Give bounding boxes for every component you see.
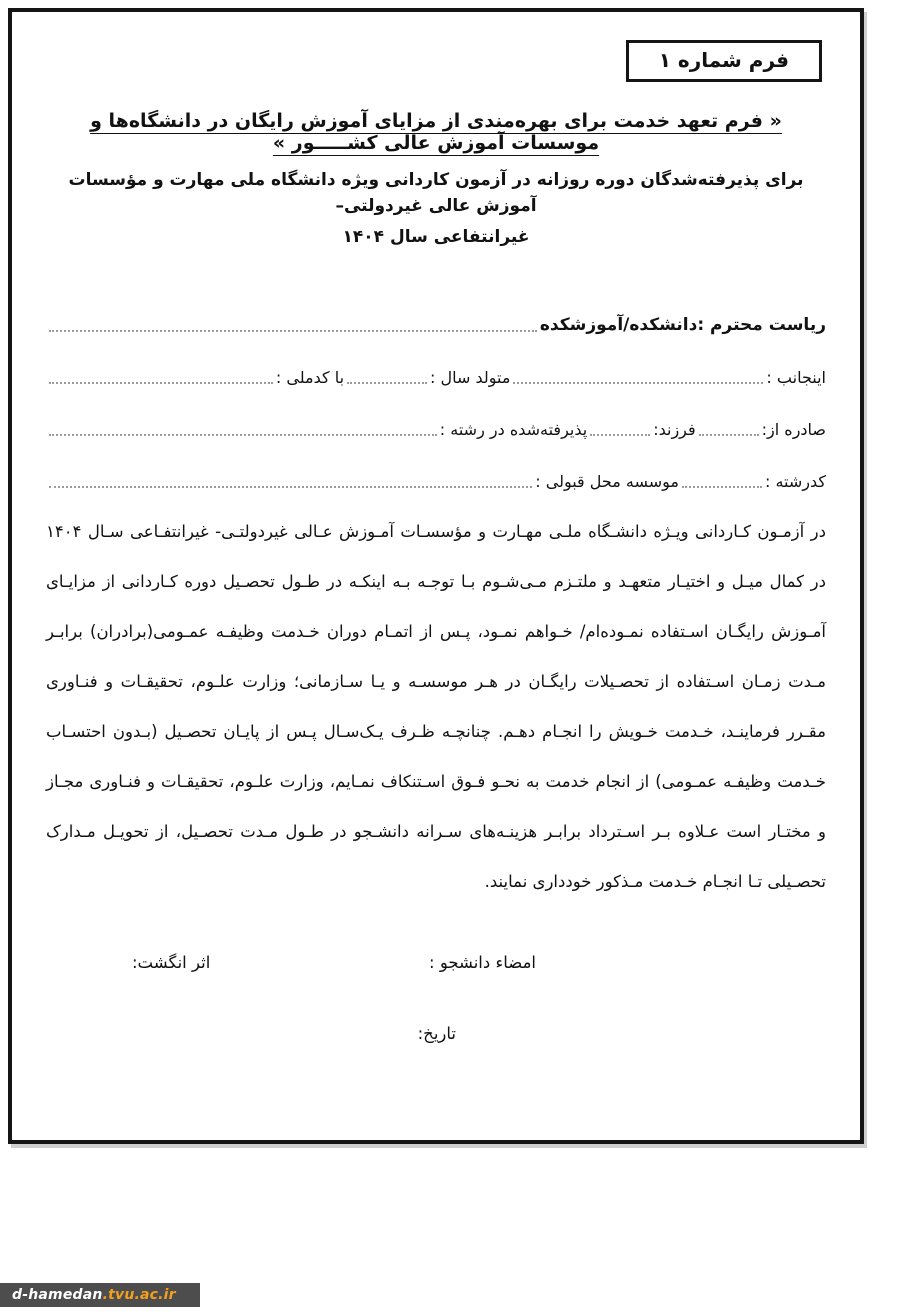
field-row-major-code [46,472,826,491]
date-row [46,1024,826,1043]
signature-row [46,953,826,972]
commitment-body-paragraph: در آزمـون کـاردانی ویـژه دانشـگاه ملـی مهـارت و مؤسسـات آمـوزش عـالی غیردولتـی- غیرانتفـاعی سـال ۱۴۰۴ در کمال میـل و اختیـار متعهـد و ملتـزم مـی‌شـوم بـا توجـه بـه اینکـه در طـول تحصـیل دوره کـاردانی از مزایـای آمـوزش رایگـان اسـتفاده نمـوده‌ام/ خـواهم نمـود، پـس از اتمـام دوران خـدمت وظیفـه عمـومی(برادران) برابـر مـدت زمـان اسـتفاده از تحصـیلات رایگـان در هـر موسسـه و یـا سـازمانی؛ وزارت علـوم، تحقیقـات و فنـاوری مقـرر فرماینـد، خـدمت خـویش را انجـام دهـم. چنانچـه ظـرف یـک‌سـال پـس از پایـان تحصـیل (بـدون احتسـاب خـدمت وظیفـه عمـومی) از انجام خدمت به نحـو فـوق اسـتنکاف نمـایم، وزارت علـوم، تحقیقـات و فنـاوری مجـاز و مختـار است عـلاوه بـر اسـترداد برابـر هزینـه‌های سـرانه دانشـجو در طـول مـدت تحصـیل، از تحویـل مـدارک تحصـیلی تـا انجـام خـدمت مـذکور خودداری نمایند. [46,521,826,891]
field-label-institution: موسسه محل قبولی : [535,471,679,491]
form-title: « فرم تعهد خدمت برای بهره‌مندی از مزایای آموزش رایگان در دانشگاه‌ها و موسسات آموزش عالی کشـــــور » [90,110,782,154]
field-label-national-id: با کدملی : [275,367,345,387]
field-row-identity [46,368,826,387]
major-code-fill-line [682,485,762,488]
field-label-child-of: فرزند: [653,419,696,439]
field-label-accepted-major: پذیرفته‌شده در رشته : [439,419,588,439]
student-signature-label: امضاء دانشجو : [429,952,536,972]
field-row-issuance [46,420,826,439]
child-of-fill-line [590,433,650,436]
salutation-fill-line [49,329,537,332]
issued-from-fill-line [699,433,759,436]
date-label: تاریخ: [417,1023,456,1043]
fingerprint-label: اثر انگشت: [132,952,211,972]
accepted-major-fill-line [49,433,437,436]
salutation-row [46,315,826,335]
birth-year-fill-line [347,381,427,384]
form-number-box-wrap [46,38,826,88]
field-label-major-code: کدرشته : [764,471,826,491]
field-label-issued-from: صادره از: [761,419,826,439]
form-subtitle-line2: غیرانتفاعی سال ۱۴۰۴ [342,227,530,247]
institution-fill-line [49,485,532,488]
field-label-name: اینجانب : [766,367,826,387]
name-fill-line [513,381,763,384]
form-border-frame [8,8,864,1144]
form-number-box [626,40,822,82]
field-label-birth-year: متولد سال : [430,367,511,387]
website-watermark [0,1283,200,1307]
form-subtitle-line1: برای پذیرفته‌شدگان دوره روزانه در آزمون کاردانی ویژه دانشگاه ملی مهارت و مؤسسات آموزش عالی غیردولتی– [68,170,804,216]
watermark-site-tld: .tvu.ac.ir [102,1287,176,1303]
national-id-fill-line [49,381,273,384]
form-number-label: فرم شماره ۱ [658,48,789,72]
watermark-site-name: d-hamedan [12,1287,103,1303]
salutation-label: ریاست محترم :دانشکده/آموزشکده [539,314,826,335]
